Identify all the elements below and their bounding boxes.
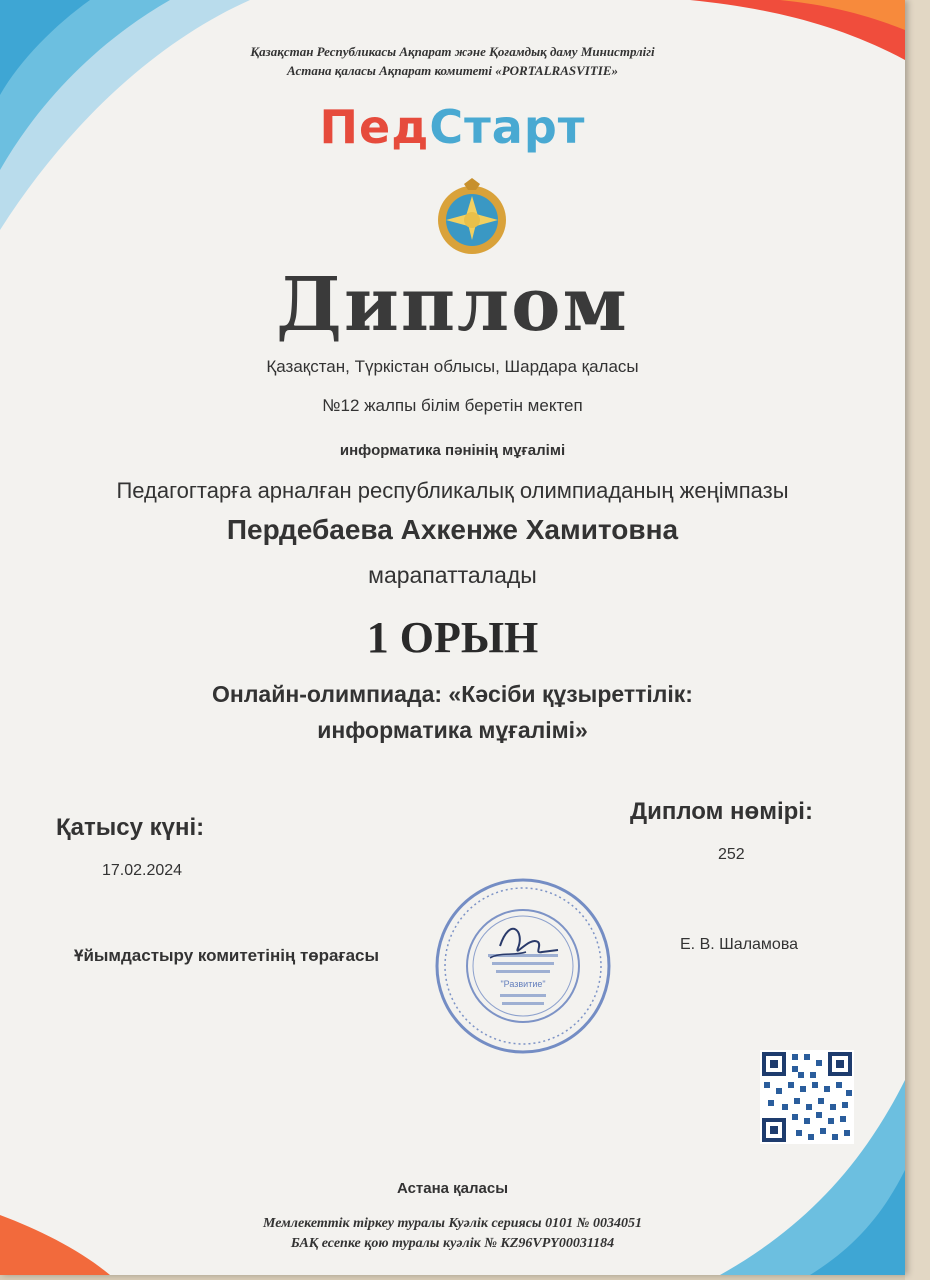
diploma-title: Диплом [276, 262, 629, 348]
winner-line: Педагогтарға арналған республикалық олимпиаданың жеңімпазы [116, 478, 789, 503]
official-stamp-icon [430, 876, 616, 1056]
olympiad-line-2: информатика мұғалімі» [317, 717, 588, 743]
position-line: информатика пәнінің мұғалімі [339, 442, 566, 459]
awarded-line: марапатталады [368, 562, 537, 588]
city-line: Астана қаласы [396, 1180, 509, 1197]
media-registration-line: БАҚ есепке қою туралы куәлік № KZ96VPY00031184 [290, 1236, 615, 1251]
registration-line: Мемлекеттік тіркеу туралы Куәлік сериясы 0101 № 0034051 [263, 1216, 642, 1231]
signature-role: Ұйымдастыру комитетінің төрағасы [74, 946, 379, 965]
stamp-center-text: "Развитие" [500, 979, 546, 989]
place-title: 1 ОРЫН [366, 613, 539, 662]
brand-part-red: Пед [319, 100, 430, 154]
brand-logo [0, 100, 905, 154]
olympiad-line-1: Онлайн-олимпиада: «Кәсіби құзыреттілік: [212, 681, 693, 707]
kazakhstan-emblem-icon [428, 178, 516, 258]
recipient-name: Пердебаева Ахкенже Хамитовна [226, 514, 679, 545]
diploma-number-value: 252 [718, 846, 745, 863]
participation-date: 17.02.2024 [102, 862, 183, 879]
diploma-number-label: Диплом нөмірі: [630, 798, 813, 825]
ministry-line: Қазақстан Республикасы Ақпарат және Қоғамдық даму Министрлігі [250, 44, 655, 59]
qr-code-icon [760, 1050, 854, 1144]
committee-line: Астана қаласы Ақпарат комитеті «PORTALRASVITIE» [286, 63, 619, 78]
participation-label: Қатысу күні: [56, 814, 205, 841]
location-line: Қазақстан, Түркістан облысы, Шардара қаласы [266, 357, 639, 376]
school-line: №12 жалпы білім беретін мектеп [322, 396, 583, 415]
signature-name: Е. В. Шаламова [680, 936, 799, 953]
brand-part-blue: Старт [429, 100, 586, 154]
